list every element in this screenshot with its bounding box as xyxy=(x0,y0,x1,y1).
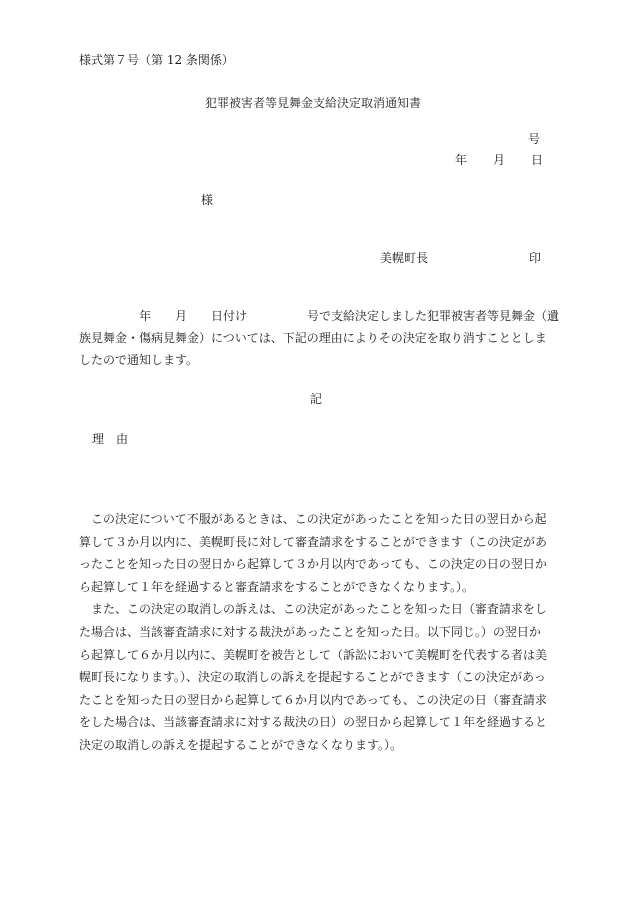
addressee-honorific: 様 xyxy=(201,193,214,207)
seal-mark: 印 xyxy=(529,251,542,265)
issue-date xyxy=(455,151,543,168)
ki-heading: 記 xyxy=(310,392,323,406)
reason-label: 理 由 xyxy=(92,432,129,446)
year-label: 年 xyxy=(455,153,468,167)
body-line: 年 月 日付け 号で支給決定しました犯罪被害者等見舞金（遺 xyxy=(79,309,560,323)
notice-paragraph-review: この決定について不服があるときは、この決定があったことを知った日の翌日から起算して３か月以内に、美幌町長に対して審査請求をすることができます（この決定があったことを知った日の翌日から起算して３か月以内であっても、この決定の日の翌日から起算して１年を経過すると審査請求をすることができなくなります。）。 xyxy=(79,512,548,594)
notice-paragraph-lawsuit: また、この決定の取消しの訴えは、この決定があったことを知った日（審査請求をした場合は、当該審査請求に対する裁決があったことを知った日。以下同じ。）の翌日から起算して６か月以内に、美幌町を被告として（訴訟において美幌町を代表する者は美幌町長になります。）、決定の取消しの訴えを提起することができます（この決定があったことを知った日の翌日から起算して６か月以内であっても、この決定の日（審査請求をした場合は、当該審査請求に対する裁決の日）の翌日から起算して１年を経過すると決定の取消しの訴えを提起することができなくなります。）。 xyxy=(79,602,548,752)
month-label: 月 xyxy=(493,153,506,167)
document-title: 犯罪被害者等見舞金支給決定取消通知書 xyxy=(205,96,422,110)
form-number: 様式第７号（第 12 条関係） xyxy=(79,53,234,67)
body-line: したので通知します。 xyxy=(79,353,199,367)
issuer-name: 美幌町長 xyxy=(380,251,429,265)
body-line: 族見舞金・傷病見舞金）については、下記の理由によりその決定を取り消すこととしま xyxy=(79,331,547,345)
body-paragraph xyxy=(79,305,560,371)
appeal-notice xyxy=(79,508,551,757)
document-number-label: 号 xyxy=(528,132,541,146)
day-label: 日 xyxy=(531,153,544,167)
